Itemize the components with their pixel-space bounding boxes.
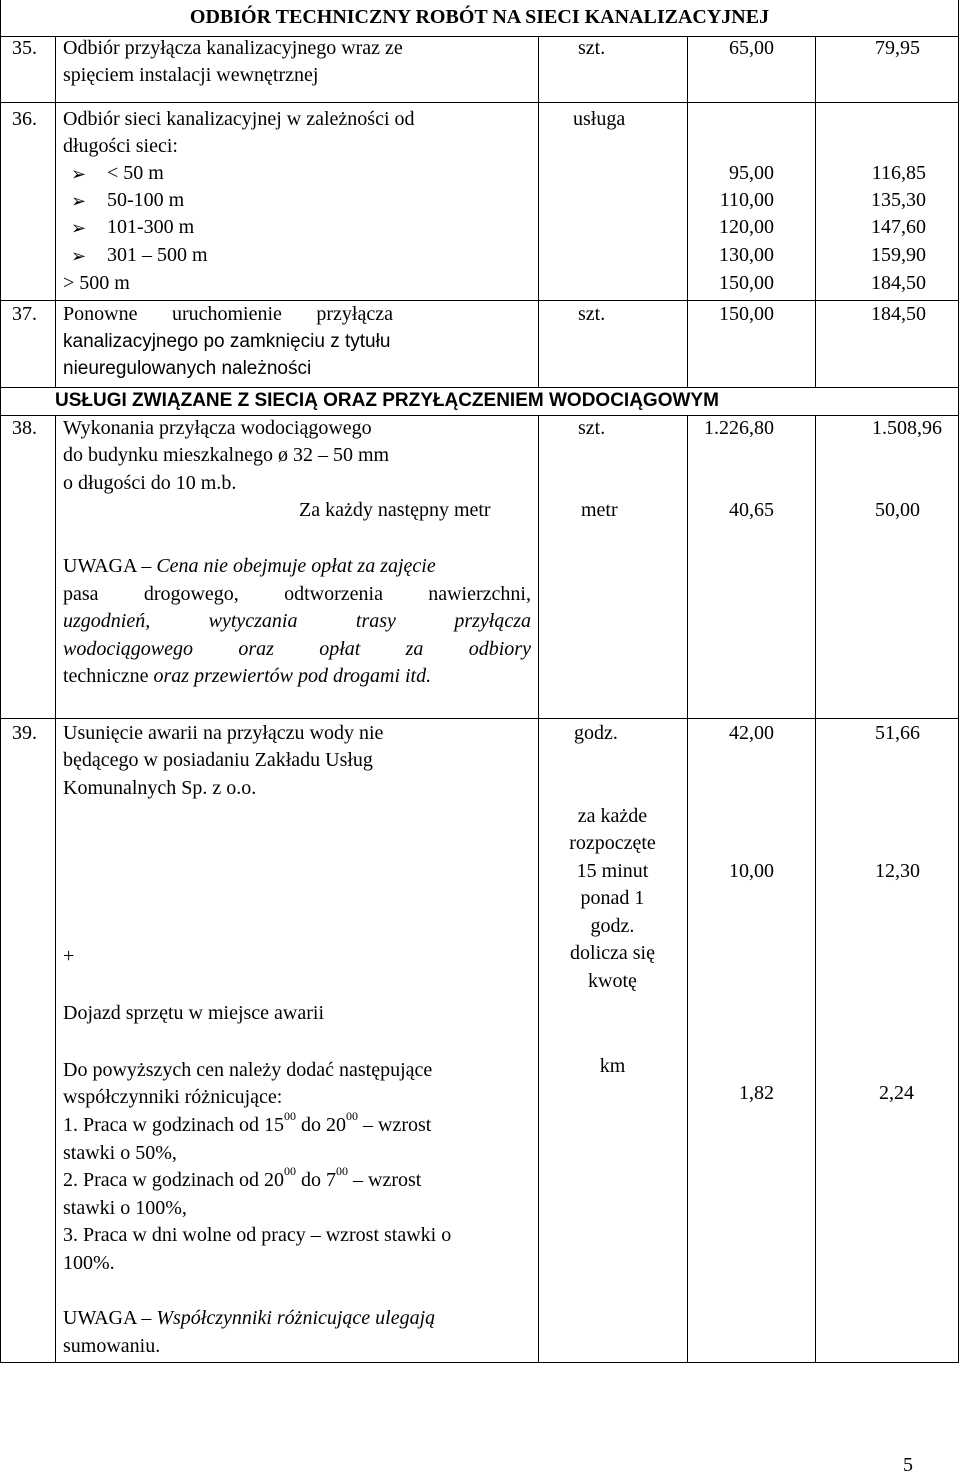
row-37-desc-line3: nieuregulowanych należności xyxy=(63,358,312,379)
row-39-coef-intro-1: Do powyższych cen należy dodać następujące xyxy=(63,1059,433,1081)
row-38-gross-price: 1.508,96 xyxy=(872,417,942,439)
section-header-sewer: ODBIÓR TECHNICZNY ROBÓT NA SIECI KANALIZACYJNEJ xyxy=(189,6,770,28)
word: oraz xyxy=(238,638,274,660)
row-39-plus: + xyxy=(63,945,75,967)
row-38-extra-gross: 50,00 xyxy=(875,499,920,521)
row-39-coef-3-cont: 100%. xyxy=(63,1252,115,1274)
word: Ponowne xyxy=(63,303,138,325)
page-number: 5 xyxy=(903,1454,913,1476)
note-prefix: UWAGA – xyxy=(63,555,152,577)
row-39-coef-1-cont: stawki o 50%, xyxy=(63,1142,177,1164)
row-36-item-net: 95,00 xyxy=(729,162,774,184)
row-39-net-price: 42,00 xyxy=(729,722,774,744)
row-39-extra-unit: za każde xyxy=(577,805,648,827)
table-border-left xyxy=(0,0,1,1363)
bullet-arrow-icon: ➢ xyxy=(71,218,87,238)
row-39-extra-unit: rozpoczęte xyxy=(569,832,656,854)
row-36-desc-line1: Odbiór sieci kanalizacyjnej w zależności od xyxy=(63,108,415,130)
row-39-extra-unit: dolicza się xyxy=(570,942,655,964)
superscript: 00 xyxy=(336,1164,349,1179)
row-36-item-gross: 116,85 xyxy=(871,162,926,184)
row-39-extra-unit: godz. xyxy=(590,915,635,937)
row-39-number: 39. xyxy=(12,722,37,744)
col-divider-unit-2 xyxy=(687,415,688,1363)
col-divider-net-2 xyxy=(815,415,816,1363)
word: trasy xyxy=(355,610,396,632)
row-35-desc-line2: spięciem instalacji wewnętrznej xyxy=(63,64,319,86)
row-38-unit: szt. xyxy=(578,417,606,439)
row-38-note-line2 xyxy=(63,581,531,608)
text: – wzrost xyxy=(358,1114,432,1136)
row-39-travel-net: 1,82 xyxy=(739,1082,774,1104)
row-39-travel-unit: km xyxy=(599,1055,626,1077)
row-39-extra-unit: ponad 1 xyxy=(580,887,645,909)
row-39-coef-2-cont: stawki o 100%, xyxy=(63,1197,187,1219)
row-38-desc-line3: o długości do 10 m.b. xyxy=(63,472,237,494)
word: odtworzenia xyxy=(284,583,383,605)
word: pasa xyxy=(63,583,99,605)
note-italic: Współczynniki różnicujące ulegają xyxy=(156,1307,436,1329)
row-39-desc-line3: Komunalnych Sp. z o.o. xyxy=(63,777,257,799)
superscript: 00 xyxy=(346,1109,359,1124)
row-36-item-gross: 184,50 xyxy=(871,272,926,294)
word: nawierzchni, xyxy=(428,583,531,605)
row-36-desc-line2: długości sieci: xyxy=(63,135,178,157)
row-39-note-line1 xyxy=(63,1305,435,1332)
note-italic: Cena nie obejmuje opłat za zajęcie xyxy=(156,555,436,577)
note-italic-end: oraz przewiertów pod drogami itd. xyxy=(153,665,432,687)
row-39-note-line2: sumowaniu. xyxy=(63,1335,161,1357)
row-38-number: 38. xyxy=(12,417,37,439)
word: opłat xyxy=(319,638,361,660)
row-36-item-label: 301 – 500 m xyxy=(107,244,208,266)
word: odbiory xyxy=(468,638,531,660)
row-39-coef-intro-2: współczynniki różnicujące: xyxy=(63,1086,283,1108)
row-38-note-line3 xyxy=(63,608,531,635)
bullet-arrow-icon: ➢ xyxy=(71,246,87,266)
row-39-travel-gross: 2,24 xyxy=(879,1082,914,1104)
row-39-coef-1 xyxy=(63,1109,432,1139)
word: za xyxy=(405,638,424,660)
row-38-desc-line1: Wykonania przyłącza wodociągowego xyxy=(63,417,372,439)
word: przyłącza xyxy=(454,610,531,632)
table-border-right xyxy=(958,0,959,1363)
row-38-note-line1 xyxy=(63,553,436,580)
row-36-item-net: 120,00 xyxy=(719,216,774,238)
row-37-net-price: 150,00 xyxy=(719,303,774,325)
text: – wzrost xyxy=(348,1169,422,1191)
row-38-extra-net: 40,65 xyxy=(729,499,774,521)
row-36-item-label: > 500 m xyxy=(63,272,130,294)
text: 2. Praca w godzinach od 20 xyxy=(63,1169,285,1191)
row-38-net-price: 1.226,80 xyxy=(704,417,774,439)
row-36-item-gross: 159,90 xyxy=(871,244,926,266)
word: przyłącza xyxy=(316,303,393,325)
word: wodociągowego xyxy=(63,638,193,660)
row-36-item-label: 101-300 m xyxy=(107,216,195,238)
row-39-coef-2 xyxy=(63,1164,422,1194)
row-35-gross-price: 79,95 xyxy=(875,37,920,59)
row-36-item-net: 150,00 xyxy=(719,272,774,294)
row-38-desc-line2: do budynku mieszkalnego ø 32 – 50 mm xyxy=(63,444,390,466)
row-36-item-label: 50-100 m xyxy=(107,189,185,211)
note-prefix: UWAGA – xyxy=(63,1307,152,1329)
row-36-item-net: 110,00 xyxy=(719,189,774,211)
note-word: techniczne xyxy=(63,665,149,687)
word: uruchomienie xyxy=(171,303,282,325)
text: 1. Praca w godzinach od 15 xyxy=(63,1114,285,1136)
section-header-water: USŁUGI ZWIĄZANE Z SIECIĄ ORAZ PRZYŁĄCZENIEM WODOCIĄGOWYM xyxy=(55,390,719,411)
row-39-extra-gross: 12,30 xyxy=(875,860,920,882)
table-border-bottom xyxy=(0,1362,959,1363)
text: do 20 xyxy=(296,1114,347,1136)
row-39-desc-line1: Usunięcie awarii na przyłączu wody nie xyxy=(63,722,384,744)
col-divider-desc xyxy=(538,36,539,388)
row-35-unit: szt. xyxy=(578,37,606,59)
row-39-extra-unit: 15 minut xyxy=(576,860,649,882)
row-sep-35 xyxy=(0,102,959,103)
word: wytyczania xyxy=(208,610,298,632)
col-divider-num xyxy=(55,36,56,388)
row-36-item-net: 130,00 xyxy=(719,244,774,266)
row-36-number: 36. xyxy=(12,108,37,130)
row-39-extra-unit: kwotę xyxy=(588,970,637,992)
row-38-note-line5 xyxy=(63,663,431,690)
row-36-item-gross: 135,30 xyxy=(871,189,926,211)
bullet-arrow-icon: ➢ xyxy=(71,191,87,211)
row-37-gross-price: 184,50 xyxy=(871,303,926,325)
row-39-extra-net: 10,00 xyxy=(729,860,774,882)
row-39-coef-3: 3. Praca w dni wolne od pracy – wzrost stawki o xyxy=(63,1224,452,1246)
superscript: 00 xyxy=(284,1164,297,1179)
row-35-desc-line1: Odbiór przyłącza kanalizacyjnego wraz ze xyxy=(63,37,403,59)
row-39-travel-label: Dojazd sprzętu w miejsce awarii xyxy=(63,1002,325,1024)
row-38-note-line4 xyxy=(63,636,531,663)
bullet-arrow-icon: ➢ xyxy=(71,164,87,184)
row-35-net-price: 65,00 xyxy=(729,37,774,59)
row-37-unit: szt. xyxy=(578,303,606,325)
row-36-unit: usługa xyxy=(573,108,626,130)
row-38-extra-label: Za każdy następny metr xyxy=(299,499,491,521)
row-36-item-gross: 147,60 xyxy=(871,216,926,238)
row-35-number: 35. xyxy=(12,37,37,59)
word: uzgodnień, xyxy=(63,610,151,632)
col-divider-num-2 xyxy=(55,415,56,1363)
row-37-desc-line1 xyxy=(63,301,393,328)
row-39-unit: godz. xyxy=(574,722,618,744)
text: do 7 xyxy=(296,1169,337,1191)
row-39-gross-price: 51,66 xyxy=(875,722,920,744)
word: drogowego, xyxy=(143,583,239,605)
row-37-desc-line2: kanalizacyjnego po zamknięciu z tytułu xyxy=(63,331,391,352)
row-sep-38 xyxy=(0,718,959,719)
row-37-number: 37. xyxy=(12,303,37,325)
row-39-desc-line2: będącego w posiadaniu Zakładu Usług xyxy=(63,749,373,771)
row-38-extra-unit: metr xyxy=(581,499,618,521)
row-36-item-label: < 50 m xyxy=(107,162,164,184)
superscript: 00 xyxy=(284,1109,297,1124)
